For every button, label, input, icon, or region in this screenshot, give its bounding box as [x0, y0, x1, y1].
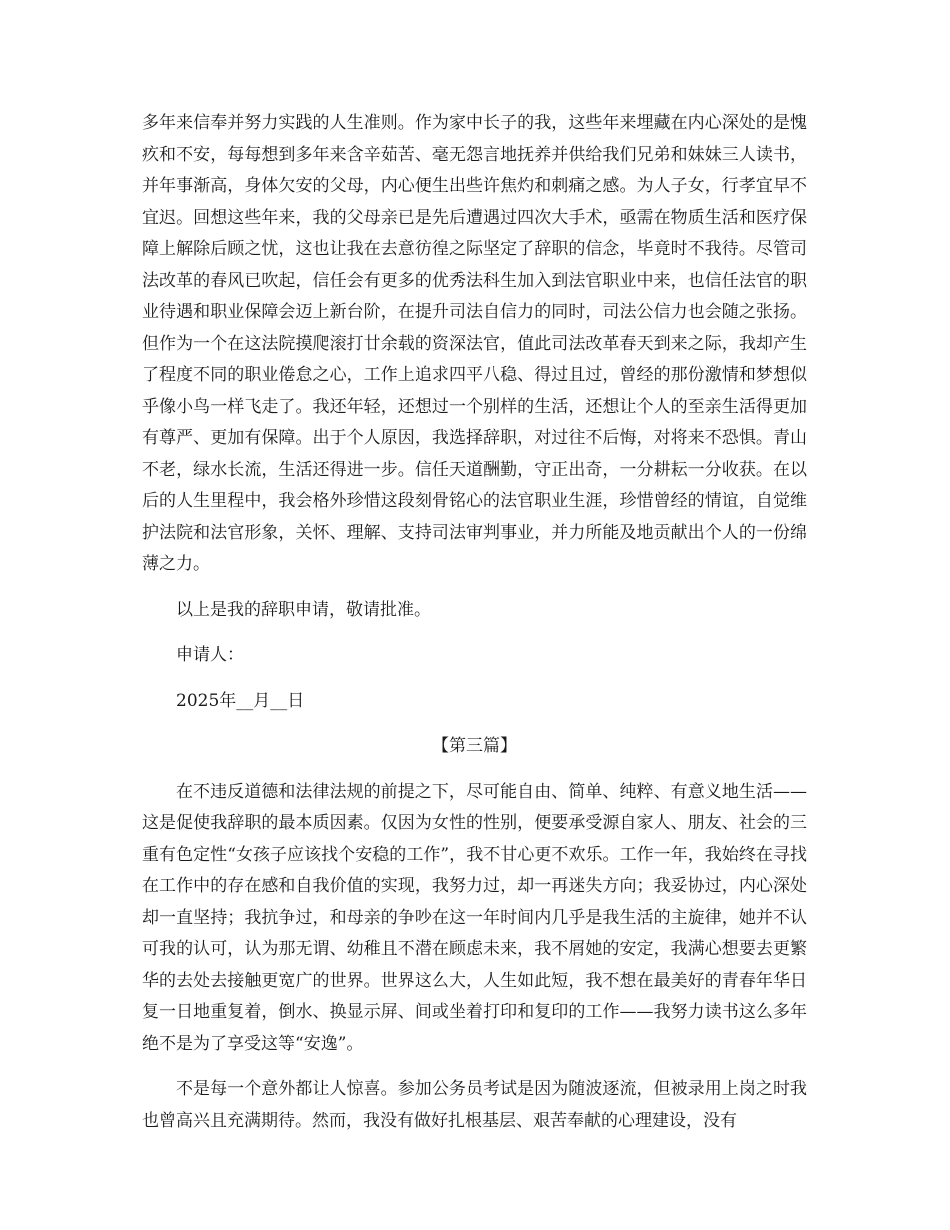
applicant-label: 申请人：: [176, 645, 244, 665]
body-paragraph-resignation-reasons: 多年来信奉并努力实践的人生准则。作为家中长子的我，这些年来埋藏在内心深处的是愧疚和不安，每每想到多年来含辛茹苦、毫无怨言地抚养并供给我们兄弟和妹妹三人读书，并年事渐高，身体欠安的父母，内心便生出些许焦灼和刺痛之感。为人子女，行孝宜早不宜迟。回想这些年来，我的父母亲已是先后遭遇过四次大手术，亟需在物质生活和医疗保障上解除后顾之忧，这也让我在去意彷徨之际坚定了辞职的信念，毕竟时不我待。尽管司法改革的春风已吹起，信任会有更多的优秀法科生加入到法官职业中来，也信任法官的职业待遇和职业保障会迈上新台阶，在提升司法自信力的同时，司法公信力也会随之张扬。但作为一个在这法院摸爬滚打廿余载的资深法官，值此司法改革春天到来之际，我却产生了程度不同的职业倦怠之心，工作上追求四平八稳、得过且过，曾经的那份激情和梦想似乎像小鸟一样飞走了。我还年轻，还想过一个别样的生活，还想让个人的至亲生活得更加有尊严、更加有保障。出于个人原因，我选择辞职，对过往不后悔，对将来不恐惧。青山不老，绿水长流，生活还得进一步。信任天道酬勤，守正出奇，一分耕耘一分收获。在以后的人生里程中，我会格外珍惜这段刻骨铭心的法官职业生涯，珍惜曾经的情谊，自觉维护法院和法官形象，关怀、理解、支持司法审判事业，并力所能及地贡献出个人的一份绵薄之力。: [142, 113, 807, 574]
body-paragraph-section-three-2: 不是每一个意外都让人惊喜。参加公务员考试是因为随波逐流，但被录用上岗之时我也曾高兴且充满期待。然而，我没有做好扎根基层、艰苦奉献的心理建设，没有: [142, 1079, 807, 1131]
closing-line: 以上是我的辞职申请，敬请批准。: [176, 599, 431, 620]
date-line: 2025年__月__日: [176, 690, 305, 711]
section-heading: 【第三篇】: [432, 736, 517, 756]
document-page: [142, 108, 807, 1137]
body-paragraph-section-three-1: 在不违反道德和法律法规的前提之下，尽可能自由、简单、纯粹、有意义地生活——这是促使我辞职的最本质因素。仅因为女性的性别，便要承受源自家人、朋友、社会的三重有色定性“女孩子应该找个安稳的工作”，我不甘心更不欢乐。工作一年，我始终在寻找在工作中的存在感和自我价值的实现，我努力过，却一再迷失方向；我妥协过，内心深处却一直坚持；我抗争过，和母亲的争吵在这一年时间内几乎是我生活的主旋律，她并不认可我的认可，认为那无谓、幼稚且不潜在顾虑未来，我不屑她的安定，我满心想要去更繁华的去处去接触更宽广的世界。世界这么大，人生如此短，我不想在最美好的青春年华日复一日地重复着，倒水、换显示屏、间或坐着打印和复印的工作——我努力读书这么多年绝不是为了享受这等“安逸”。: [142, 781, 807, 1054]
